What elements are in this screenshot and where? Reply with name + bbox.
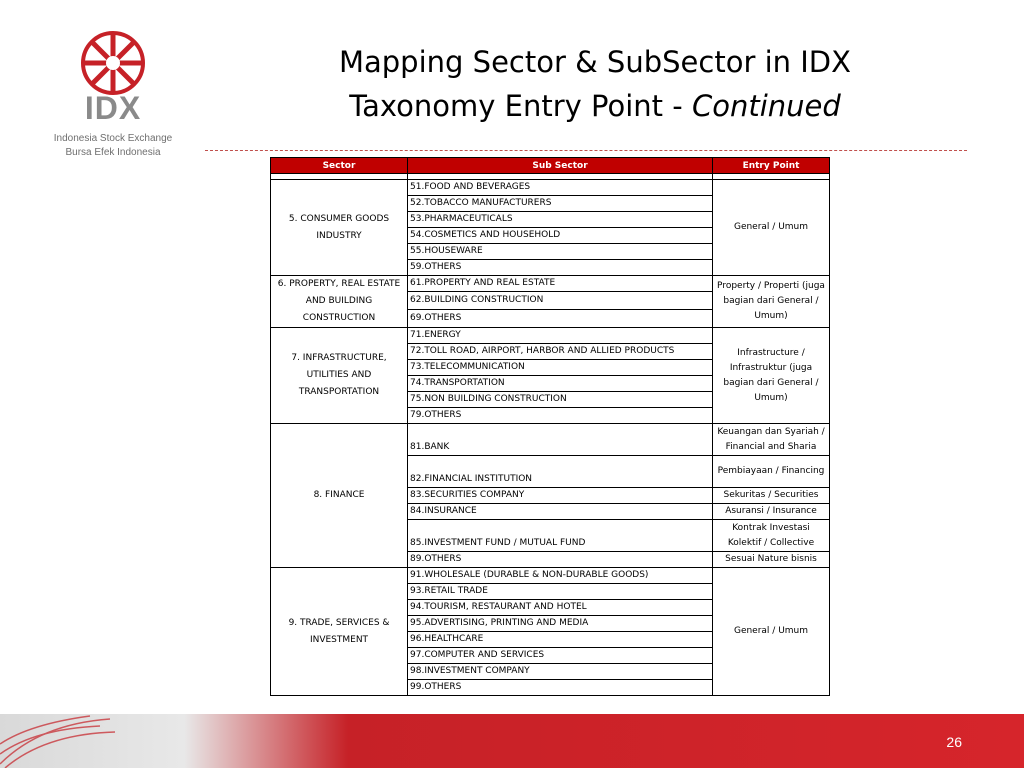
sub-sector-cell: 79.OTHERS [408, 408, 713, 424]
sub-sector-cell: 99.OTHERS [408, 680, 713, 696]
sector-cell: 7. INFRASTRUCTURE, UTILITIES AND TRANSPORTATION [271, 328, 408, 424]
sub-sector-cell: 83.SECURITIES COMPANY [408, 488, 713, 504]
sub-sector-cell: 84.INSURANCE [408, 504, 713, 520]
sub-sector-cell: 98.INVESTMENT COMPANY [408, 664, 713, 680]
sub-sector-cell: 75.NON BUILDING CONSTRUCTION [408, 392, 713, 408]
sub-sector-cell: 55.HOUSEWARE [408, 244, 713, 260]
table-row [271, 180, 830, 196]
sub-sector-cell: 82.FINANCIAL INSTITUTION [408, 456, 713, 488]
entry-point-cell: Sesuai Nature bisnis [713, 552, 830, 568]
table-row [271, 276, 830, 292]
header-sub-sector: Sub Sector [408, 158, 713, 174]
table-header-row [271, 158, 830, 174]
footer-bar [0, 714, 1024, 768]
title-line-1: Mapping Sector & SubSector in IDX [338, 45, 851, 79]
entry-point-cell: Pembiayaan / Financing [713, 456, 830, 488]
page-title [230, 40, 960, 128]
sub-sector-cell: 94.TOURISM, RESTAURANT AND HOTEL [408, 600, 713, 616]
sub-sector-cell: 59.OTHERS [408, 260, 713, 276]
sector-cell: 5. CONSUMER GOODS INDUSTRY [271, 180, 408, 276]
sub-sector-cell: 74.TRANSPORTATION [408, 376, 713, 392]
header-entry-point: Entry Point [713, 158, 830, 174]
header-sector: Sector [271, 158, 408, 174]
entry-point-cell: Keuangan dan Syariah / Financial and Sharia [713, 424, 830, 456]
title-line-2 [230, 84, 960, 128]
sub-sector-cell: 71.ENERGY [408, 328, 713, 344]
entry-point-cell: Asuransi / Insurance [713, 504, 830, 520]
sub-sector-cell: 89.OTHERS [408, 552, 713, 568]
table-row [271, 424, 830, 456]
sub-sector-cell: 96.HEALTHCARE [408, 632, 713, 648]
sector-cell: 8. FINANCE [271, 424, 408, 568]
sub-sector-cell: 51.FOOD AND BEVERAGES [408, 180, 713, 196]
sector-mapping-table [270, 157, 830, 696]
sector-cell: 9. TRADE, SERVICES & INVESTMENT [271, 568, 408, 696]
sub-sector-cell: 73.TELECOMMUNICATION [408, 360, 713, 376]
logo-subtitle-indonesian: Bursa Efek Indonesia [65, 147, 161, 158]
entry-point-cell: General / Umum [713, 180, 830, 276]
logo-text: IDX [84, 90, 142, 126]
logo-subtitle-english: Indonesia Stock Exchange [53, 133, 173, 144]
title-prefix: Taxonomy Entry Point - [349, 89, 692, 123]
idx-logo-mark-icon [78, 28, 148, 98]
sub-sector-cell: 72.TOLL ROAD, AIRPORT, HARBOR AND ALLIED PRODUCTS [408, 344, 713, 360]
table-row [271, 328, 830, 344]
sub-sector-cell: 52.TOBACCO MANUFACTURERS [408, 196, 713, 212]
sub-sector-cell: 91.WHOLESALE (DURABLE & NON-DURABLE GOODS) [408, 568, 713, 584]
entry-point-cell: General / Umum [713, 568, 830, 696]
swirl-decoration-icon [0, 714, 120, 768]
sub-sector-cell: 53.PHARMACEUTICALS [408, 212, 713, 228]
page-number: 26 [946, 734, 962, 750]
entry-point-cell: Property / Properti (juga bagian dari General / Umum) [713, 276, 830, 328]
title-divider [205, 150, 967, 151]
sector-cell: 6. PROPERTY, REAL ESTATE AND BUILDING CONSTRUCTION [271, 276, 408, 328]
sub-sector-cell: 93.RETAIL TRADE [408, 584, 713, 600]
entry-point-cell: Infrastructure / Infrastruktur (juga bagian dari General / Umum) [713, 328, 830, 424]
sub-sector-cell: 54.COSMETICS AND HOUSEHOLD [408, 228, 713, 244]
sub-sector-cell: 95.ADVERTISING, PRINTING AND MEDIA [408, 616, 713, 632]
sub-sector-cell: 97.COMPUTER AND SERVICES [408, 648, 713, 664]
title-italic: Continued [691, 89, 841, 123]
sub-sector-cell: 69.OTHERS [408, 310, 713, 328]
sub-sector-cell: 61.PROPERTY AND REAL ESTATE [408, 276, 713, 292]
sub-sector-cell: 81.BANK [408, 424, 713, 456]
entry-point-cell: Kontrak Investasi Kolektif / Collective [713, 520, 830, 552]
entry-point-cell: Sekuritas / Securities [713, 488, 830, 504]
idx-logo [38, 28, 188, 163]
sub-sector-cell: 62.BUILDING CONSTRUCTION [408, 292, 713, 310]
table-row [271, 568, 830, 584]
sub-sector-cell: 85.INVESTMENT FUND / MUTUAL FUND [408, 520, 713, 552]
